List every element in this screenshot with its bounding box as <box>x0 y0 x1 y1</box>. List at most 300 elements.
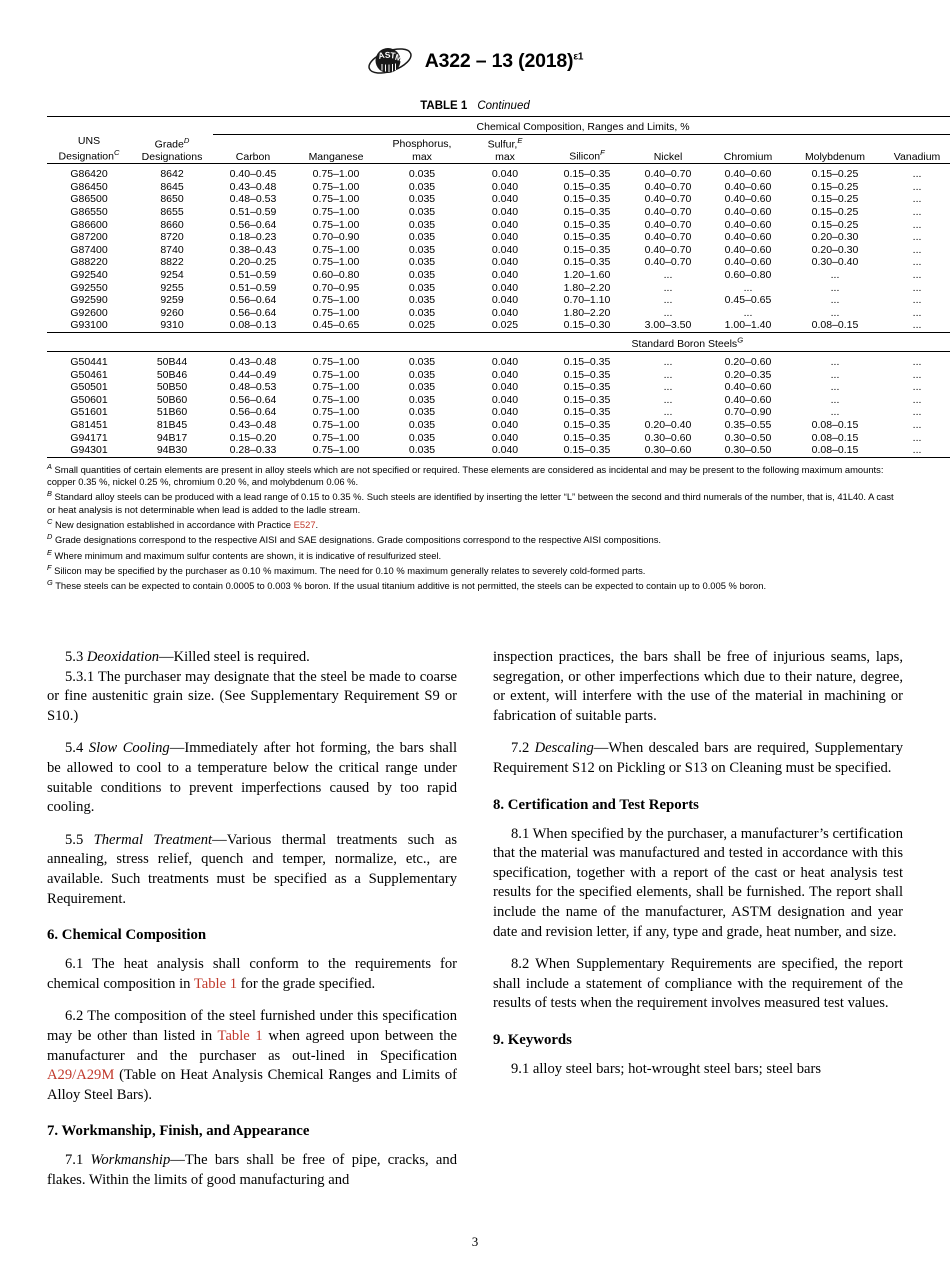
cell-value: 0.56–0.64 <box>229 306 277 319</box>
cell-value: 0.15–0.35 <box>563 356 611 369</box>
cell-value: ... <box>830 393 840 406</box>
table-row <box>47 244 950 257</box>
cell-value: ... <box>912 431 922 444</box>
table-row <box>47 419 950 432</box>
cell-uns-designation: G93100 <box>70 319 108 332</box>
cell-value: ... <box>663 306 673 319</box>
cell-value: 0.44–0.49 <box>229 368 277 381</box>
cell-value: ... <box>830 368 840 381</box>
cell-value: 0.040 <box>491 431 519 444</box>
designation-superscript: ε1 <box>573 51 584 62</box>
col-header-manganese: Manganese <box>308 150 364 163</box>
cell-value: ... <box>912 419 922 432</box>
cell-uns-designation: G88220 <box>70 256 108 269</box>
cell-value: 0.35–0.55 <box>724 419 772 432</box>
para-5-5: 5.5 Thermal Treatment—Various thermal treatments such as annealing, stress relief, quench and temper, normalize, etc., are available. Such treatments must be specified as a Supplementary Requirement. <box>47 831 457 907</box>
cell-value: 0.20–0.60 <box>724 356 772 369</box>
cell-value: 0.75–1.00 <box>312 193 360 206</box>
cell-value: 0.56–0.64 <box>229 406 277 419</box>
cell-value: ... <box>912 294 922 307</box>
table-row <box>47 256 950 269</box>
cell-value: ... <box>663 406 673 419</box>
right-column <box>493 648 903 1190</box>
col-header-chemical-composition-span: Chemical Composition, Ranges and Limits, % <box>213 117 950 135</box>
cell-value: 0.28–0.33 <box>229 444 277 457</box>
cell-value: 0.75–1.00 <box>312 444 360 457</box>
col-header-sulfur: Sulfur,$^E$ max <box>487 135 523 163</box>
table-number: TABLE 1 <box>420 100 468 112</box>
cell-value: 0.75–1.00 <box>312 406 360 419</box>
cell-value: 0.035 <box>408 306 436 319</box>
cell-value: 0.15–0.35 <box>563 243 611 256</box>
cell-value: 0.40–0.60 <box>724 218 772 231</box>
cell-value: 0.30–0.50 <box>724 444 772 457</box>
footnote-f: $^F$ Silicon may be specified by the purchaser as 0.10 % maximum. The need for 0.10 % maximum generally relates to severely cold-formed parts. <box>47 562 646 577</box>
cell-value: 0.040 <box>491 243 519 256</box>
cell-value: 0.15–0.30 <box>563 319 611 332</box>
cell-value: ... <box>663 281 673 294</box>
cell-value: ... <box>830 269 840 282</box>
footnote-g: $^G$ These steels can be expected to contain 0.0005 to 0.003 % boron. If the usual titanium additive is not permitted, the steels can be expected to contain up to 0.005 % boron. <box>47 578 767 592</box>
cell-value: 0.40–0.60 <box>724 231 772 244</box>
cell-value: ... <box>912 281 922 294</box>
cell-grade-designation: 8645 <box>160 180 184 193</box>
cell-value: ... <box>912 368 922 381</box>
cell-grade-designation: 9260 <box>160 306 184 319</box>
table-row <box>47 193 950 206</box>
cell-value: 0.43–0.48 <box>229 356 277 369</box>
cell-value: 0.035 <box>408 356 436 369</box>
cell-value: 0.15–0.35 <box>563 193 611 206</box>
cell-value: 0.60–0.80 <box>724 269 772 282</box>
cell-value: ... <box>912 406 922 419</box>
cell-value: 0.040 <box>491 180 519 193</box>
cell-value: 0.30–0.50 <box>724 431 772 444</box>
link-practice-e527[interactable]: E527 <box>293 519 316 531</box>
cell-value: ... <box>912 193 922 206</box>
cell-value: 0.75–1.00 <box>312 243 360 256</box>
cell-value: 0.15–0.20 <box>229 431 277 444</box>
cell-grade-designation: 94B30 <box>156 444 188 457</box>
svg-text:M: M <box>393 51 404 64</box>
table-row <box>47 294 950 307</box>
cell-value: 0.20–0.40 <box>644 419 692 432</box>
col-header-silicon: Silicon$^F$ <box>569 148 605 163</box>
cell-grade-designation: 50B46 <box>156 368 188 381</box>
cell-value: 0.70–0.90 <box>724 406 772 419</box>
cell-value: ... <box>912 256 922 269</box>
cell-uns-designation: G86420 <box>70 168 108 181</box>
cell-value: 0.08–0.15 <box>811 431 859 444</box>
cell-value: ... <box>912 356 922 369</box>
cell-value: 0.20–0.30 <box>811 231 859 244</box>
cell-value: 0.45–0.65 <box>312 319 360 332</box>
left-column <box>47 648 457 1190</box>
cell-value: 0.40–0.70 <box>644 243 692 256</box>
cell-value: 0.035 <box>408 193 436 206</box>
cell-value: ... <box>912 306 922 319</box>
cell-value: 0.40–0.60 <box>724 193 772 206</box>
chemical-composition-table <box>47 116 950 458</box>
cell-value: 0.035 <box>408 381 436 394</box>
cell-value: ... <box>663 294 673 307</box>
cell-value: 0.40–0.45 <box>229 168 277 181</box>
cell-value: 0.15–0.25 <box>811 193 859 206</box>
cell-value: 0.035 <box>408 444 436 457</box>
cell-value: 0.040 <box>491 368 519 381</box>
cell-value: ... <box>912 381 922 394</box>
cell-value: 0.70–0.95 <box>312 281 360 294</box>
cell-value: ... <box>912 180 922 193</box>
cell-value: ... <box>743 281 753 294</box>
cell-value: 0.40–0.60 <box>724 256 772 269</box>
table-row <box>47 444 950 457</box>
heading-6-chemical-composition: 6. Chemical Composition <box>47 927 207 944</box>
cell-value: 0.035 <box>408 218 436 231</box>
table-row <box>47 394 950 407</box>
cell-value: 0.035 <box>408 419 436 432</box>
cell-value: ... <box>663 381 673 394</box>
cell-value: 0.40–0.60 <box>724 168 772 181</box>
table-row <box>47 181 950 194</box>
cell-value: 0.15–0.35 <box>563 406 611 419</box>
cell-value: 0.51–0.59 <box>229 281 277 294</box>
cell-value: 0.040 <box>491 381 519 394</box>
cell-value: ... <box>912 269 922 282</box>
cell-value: 0.040 <box>491 231 519 244</box>
cell-value: 0.035 <box>408 243 436 256</box>
para-7-2: 7.2 Descaling—When descaled bars are required, Supplementary Requirement S12 on Pickling or S13 on Cleaning must be specified. <box>493 740 904 776</box>
cell-uns-designation: G50441 <box>70 356 108 369</box>
cell-grade-designation: 9259 <box>160 294 184 307</box>
cell-value: ... <box>830 294 840 307</box>
cell-value: 0.75–1.00 <box>312 180 360 193</box>
cell-value: ... <box>912 206 922 219</box>
col-header-uns-designation: UNS Designation$^C$ <box>47 117 131 164</box>
cell-value: 0.15–0.35 <box>563 431 611 444</box>
col-header-vanadium: Vanadium <box>893 150 941 163</box>
cell-value: 1.20–1.60 <box>563 269 611 282</box>
cell-value: 0.75–1.00 <box>312 381 360 394</box>
table-row <box>47 352 950 369</box>
table-group-row-boron <box>47 333 950 352</box>
cell-value: 0.18–0.23 <box>229 231 277 244</box>
cell-value: 0.15–0.35 <box>563 444 611 457</box>
cell-value: 0.15–0.35 <box>563 419 611 432</box>
heading-8-certification: 8. Certification and Test Reports <box>493 796 699 813</box>
cell-value: ... <box>830 281 840 294</box>
para-8-1: 8.1 When specified by the purchaser, a manufacturer’s certification that the material was manufactured and tested in accordance with this specification, together with a report of the cast or heat analysis test results for the specified elements, shall be furnished. The report shall include the name of the manufacturer, ASTM designation and year date and revision letter, if any, type and grade, heat number, and size. <box>493 825 903 940</box>
table-row <box>47 219 950 232</box>
heading-7-workmanship: 7. Workmanship, Finish, and Appearance <box>47 1123 310 1140</box>
cell-value: 0.08–0.15 <box>811 419 859 432</box>
cell-value: ... <box>912 393 922 406</box>
table-row <box>47 319 950 332</box>
cell-value: 0.15–0.35 <box>563 168 611 181</box>
cell-grade-designation: 51B60 <box>156 406 188 419</box>
cell-value: 0.40–0.60 <box>724 381 772 394</box>
cell-value: 0.40–0.60 <box>724 206 772 219</box>
group-header-row <box>47 333 950 352</box>
cell-grade-designation: 81B45 <box>156 419 188 432</box>
cell-value: 0.70–0.90 <box>312 231 360 244</box>
cell-uns-designation: G50501 <box>70 381 108 394</box>
cell-value: 0.43–0.48 <box>229 180 277 193</box>
cell-value: 0.20–0.25 <box>229 256 277 269</box>
cell-value: 0.035 <box>408 269 436 282</box>
cell-value: ... <box>912 243 922 256</box>
cell-value: 1.80–2.20 <box>563 306 611 319</box>
astm-logo <box>367 44 413 78</box>
cell-value: 0.035 <box>408 368 436 381</box>
cell-value: ... <box>912 319 922 332</box>
table-row <box>47 282 950 295</box>
cell-value: 0.75–1.00 <box>312 206 360 219</box>
para-5-3-1: 5.3.1 The purchaser may designate that the steel be made to coarse or fine austenitic grain size. (See Supplementary Requirement S9 or S10.) <box>47 668 457 724</box>
para-8-2: 8.2 When Supplementary Requirements are specified, the report shall include a statement of compliance with the requirement of the results of tests when the requirement involves measured test values. <box>493 956 903 1012</box>
cell-value: 0.040 <box>491 294 519 307</box>
cell-value: 0.15–0.25 <box>811 206 859 219</box>
cell-value: 0.51–0.59 <box>229 269 277 282</box>
table-row <box>47 381 950 394</box>
cell-grade-designation: 8650 <box>160 193 184 206</box>
table-caption <box>47 100 903 112</box>
cell-value: 0.035 <box>408 406 436 419</box>
cell-value: 0.035 <box>408 206 436 219</box>
cell-grade-designation: 8720 <box>160 231 184 244</box>
cell-value: 0.040 <box>491 393 519 406</box>
cell-value: 0.30–0.60 <box>644 431 692 444</box>
para-7-1: 7.1 Workmanship—The bars shall be free of pipe, cracks, and flakes. Within the limits of good manufacturing and <box>47 1152 458 1188</box>
group-header-standard-boron-steels: Standard Boron Steels$^G$ <box>47 333 950 352</box>
col-header-grade-designations: Grade$^D$ Designations <box>131 117 213 164</box>
cell-value: 0.15–0.25 <box>811 168 859 181</box>
cell-value: 0.08–0.13 <box>229 319 277 332</box>
cell-value: 0.75–1.00 <box>312 393 360 406</box>
cell-uns-designation: G86600 <box>70 218 108 231</box>
col-header-chromium: Chromium <box>723 150 773 163</box>
cell-value: ... <box>830 306 840 319</box>
cell-value: 0.38–0.43 <box>229 243 277 256</box>
footnote-c: $^C$ New designation established in accordance with Practice E527. <box>47 516 319 531</box>
cell-uns-designation: G92600 <box>70 306 108 319</box>
cell-value: 0.75–1.00 <box>312 218 360 231</box>
cell-value: 0.040 <box>491 168 519 181</box>
cell-uns-designation: G94171 <box>70 431 108 444</box>
cell-grade-designation: 9310 <box>160 319 184 332</box>
cell-uns-designation: G50461 <box>70 368 108 381</box>
cell-value: 0.040 <box>491 193 519 206</box>
svg-text:T: T <box>389 50 396 61</box>
cell-value: 0.035 <box>408 231 436 244</box>
cell-value: 0.75–1.00 <box>312 256 360 269</box>
cell-uns-designation: G50601 <box>70 393 108 406</box>
cell-value: 0.035 <box>408 393 436 406</box>
cell-value: 0.15–0.25 <box>811 218 859 231</box>
cell-value: 0.70–1.10 <box>563 294 611 307</box>
cell-value: 0.035 <box>408 180 436 193</box>
document-header <box>0 0 950 84</box>
cell-grade-designation: 94B17 <box>156 431 188 444</box>
svg-text:A: A <box>376 49 386 61</box>
cell-value: ... <box>912 444 922 457</box>
footnote-d: $^D$ Grade designations correspond to the respective AISI and SAE designations. Grade compositions correspond to the respective AISI compositions. <box>47 532 662 546</box>
cell-value: 0.40–0.70 <box>644 168 692 181</box>
table-header <box>47 117 950 164</box>
cell-value: 3.00–3.50 <box>644 319 692 332</box>
cell-value: 0.025 <box>408 319 436 332</box>
table-row <box>47 206 950 219</box>
cell-value: 0.035 <box>408 168 436 181</box>
heading-9-keywords: 9. Keywords <box>493 1031 572 1048</box>
cell-grade-designation: 50B50 <box>156 381 188 394</box>
cell-uns-designation: G87200 <box>70 231 108 244</box>
cell-value: 0.40–0.70 <box>644 206 692 219</box>
cell-value: 0.040 <box>491 256 519 269</box>
para-5-4: 5.4 Slow Cooling—Immediately after hot forming, the bars shall be allowed to cool to a temperature below the critical range under suitable conditions to prevent imperfections caused by too rapid cooling. <box>47 740 458 816</box>
cell-value: 0.040 <box>491 206 519 219</box>
cell-value: 0.75–1.00 <box>312 431 360 444</box>
cell-value: ... <box>830 381 840 394</box>
cell-value: 0.15–0.35 <box>563 393 611 406</box>
cell-uns-designation: G92540 <box>70 269 108 282</box>
col-header-phosphorus: Phosphorus, max <box>392 138 452 163</box>
cell-value: 0.025 <box>491 319 519 332</box>
table-row <box>47 164 950 181</box>
cell-value: 0.43–0.48 <box>229 419 277 432</box>
cell-grade-designation: 50B44 <box>156 356 188 369</box>
cell-value: 0.75–1.00 <box>312 368 360 381</box>
cell-value: ... <box>830 356 840 369</box>
cell-value: 0.60–0.80 <box>312 269 360 282</box>
cell-value: 0.40–0.70 <box>644 193 692 206</box>
cell-value: 0.040 <box>491 306 519 319</box>
cell-uns-designation: G94301 <box>70 444 108 457</box>
cell-value: 0.15–0.35 <box>563 256 611 269</box>
cell-value: 0.040 <box>491 269 519 282</box>
para-6-1: 6.1 The heat analysis shall conform to the requirements for chemical composition in Table 1 for the grade specified. <box>47 956 457 992</box>
cell-uns-designation: G51601 <box>70 406 108 419</box>
table-1-section <box>0 84 950 458</box>
page-number: 3 <box>471 1234 479 1249</box>
link-table-1-b[interactable]: Table 1 <box>217 1027 263 1044</box>
col-header-molybdenum: Molybdenum <box>804 150 866 163</box>
cell-value: 0.75–1.00 <box>312 419 360 432</box>
cell-value: 0.40–0.60 <box>724 180 772 193</box>
cell-value: 0.48–0.53 <box>229 381 277 394</box>
cell-value: 0.75–1.00 <box>312 294 360 307</box>
cell-value: 0.75–1.00 <box>312 306 360 319</box>
table-body-standard-alloy-steels <box>47 164 950 333</box>
cell-value: 0.45–0.65 <box>724 294 772 307</box>
document-designation: A322 – 13 $(2018)^{\varepsilon 1}$ <box>424 49 584 72</box>
cell-value: 0.40–0.70 <box>644 218 692 231</box>
cell-value: 0.040 <box>491 419 519 432</box>
cell-value: 0.75–1.00 <box>312 168 360 181</box>
table-row <box>47 406 950 419</box>
cell-value: ... <box>663 269 673 282</box>
cell-grade-designation: 8822 <box>160 256 184 269</box>
cell-value: 0.035 <box>408 294 436 307</box>
para-7-1-continued: inspection practices, the bars shall be free of injurious seams, laps, segregation, or other imperfections which due to their nature, degree, or extent, will interfere with the use of the material in machining or fabrication of suitable parts. <box>493 649 903 724</box>
cell-value: 0.15–0.35 <box>563 381 611 394</box>
cell-value: 1.00–1.40 <box>724 319 772 332</box>
cell-value: 0.15–0.35 <box>563 231 611 244</box>
footnote-e: $^E$ Where minimum and maximum sulfur contents are shown, it is indicative of resulfurized steel. <box>47 547 442 561</box>
table-footnotes <box>0 458 950 593</box>
cell-value: 0.75–1.00 <box>312 356 360 369</box>
cell-grade-designation: 50B60 <box>156 393 188 406</box>
cell-value: ... <box>663 393 673 406</box>
link-spec-a29-a29m[interactable]: A29/A29M <box>47 1067 115 1084</box>
cell-value: 0.040 <box>491 281 519 294</box>
cell-value: 0.48–0.53 <box>229 193 277 206</box>
cell-value: 0.30–0.60 <box>644 444 692 457</box>
cell-uns-designation: G86450 <box>70 180 108 193</box>
cell-value: 0.15–0.35 <box>563 180 611 193</box>
cell-value: 0.035 <box>408 281 436 294</box>
cell-grade-designation: 8655 <box>160 206 184 219</box>
para-9-1: 9.1 alloy steel bars; hot-wrought steel bars; steel bars <box>511 1060 822 1077</box>
cell-value: 0.40–0.70 <box>644 180 692 193</box>
cell-uns-designation: G81451 <box>70 419 108 432</box>
cell-value: 0.040 <box>491 218 519 231</box>
col-header-carbon: Carbon <box>235 150 271 163</box>
footnote-a: $^A$ Small quantities of certain elements are present in alloy steels which are not specified or required. These elements are considered as incidental and may be present to the following maximum amounts: copper 0.35 %, nickel 0.25 %, chromium 0.20 %, and molybdenum 0.06 %. <box>47 461 884 488</box>
cell-grade-designation: 8660 <box>160 218 184 231</box>
table-row <box>47 269 950 282</box>
cell-uns-designation: G87400 <box>70 243 108 256</box>
cell-value: 0.035 <box>408 256 436 269</box>
cell-value: ... <box>663 356 673 369</box>
cell-uns-designation: G92550 <box>70 281 108 294</box>
cell-grade-designation: 8642 <box>160 168 184 181</box>
table-row <box>47 432 950 445</box>
body-text <box>47 648 903 1190</box>
table-body-boron-steels <box>47 352 950 458</box>
col-header-nickel: Nickel <box>653 150 683 163</box>
svg-text:S: S <box>384 49 391 60</box>
cell-grade-designation: 9255 <box>160 281 184 294</box>
cell-value: ... <box>912 168 922 181</box>
cell-value: 0.040 <box>491 356 519 369</box>
cell-value: 0.20–0.35 <box>724 368 772 381</box>
cell-value: 0.035 <box>408 431 436 444</box>
link-table-1-a[interactable]: Table 1 <box>193 975 238 992</box>
cell-value: 0.40–0.60 <box>724 393 772 406</box>
cell-value: 0.08–0.15 <box>811 444 859 457</box>
cell-value: ... <box>663 368 673 381</box>
para-6-2: 6.2 The composition of the steel furnished under this specification may be other than listed in Table 1 when agreed upon between the manufacturer and the purchaser as out-lined in Specification A29/A29M (Table on Heat Analysis Chemical Ranges and Limits of Alloy Steel Bars). <box>47 1008 458 1103</box>
cell-value: 0.51–0.59 <box>229 206 277 219</box>
cell-value: 0.040 <box>491 444 519 457</box>
cell-value: 0.56–0.64 <box>229 393 277 406</box>
cell-value: ... <box>912 231 922 244</box>
cell-value: ... <box>830 406 840 419</box>
cell-value: 0.30–0.40 <box>811 256 859 269</box>
cell-uns-designation: G86550 <box>70 206 108 219</box>
cell-value: 0.08–0.15 <box>811 319 859 332</box>
footnote-b: $^B$ Standard alloy steels can be produced with a lead range of 0.15 to 0.35 %. Such steels are identified by inserting the letter “L” between the second and third numerals of the number, that is, 41L40. A cast or heat analysis is not determinable when lead is added to the ladle stream. <box>47 489 894 515</box>
cell-value: 0.40–0.70 <box>644 256 692 269</box>
cell-value: ... <box>912 218 922 231</box>
table-row <box>47 307 950 320</box>
cell-value: 0.15–0.35 <box>563 368 611 381</box>
cell-value: 0.040 <box>491 406 519 419</box>
cell-value: 1.80–2.20 <box>563 281 611 294</box>
cell-value: 0.15–0.35 <box>563 206 611 219</box>
table-row <box>47 369 950 382</box>
